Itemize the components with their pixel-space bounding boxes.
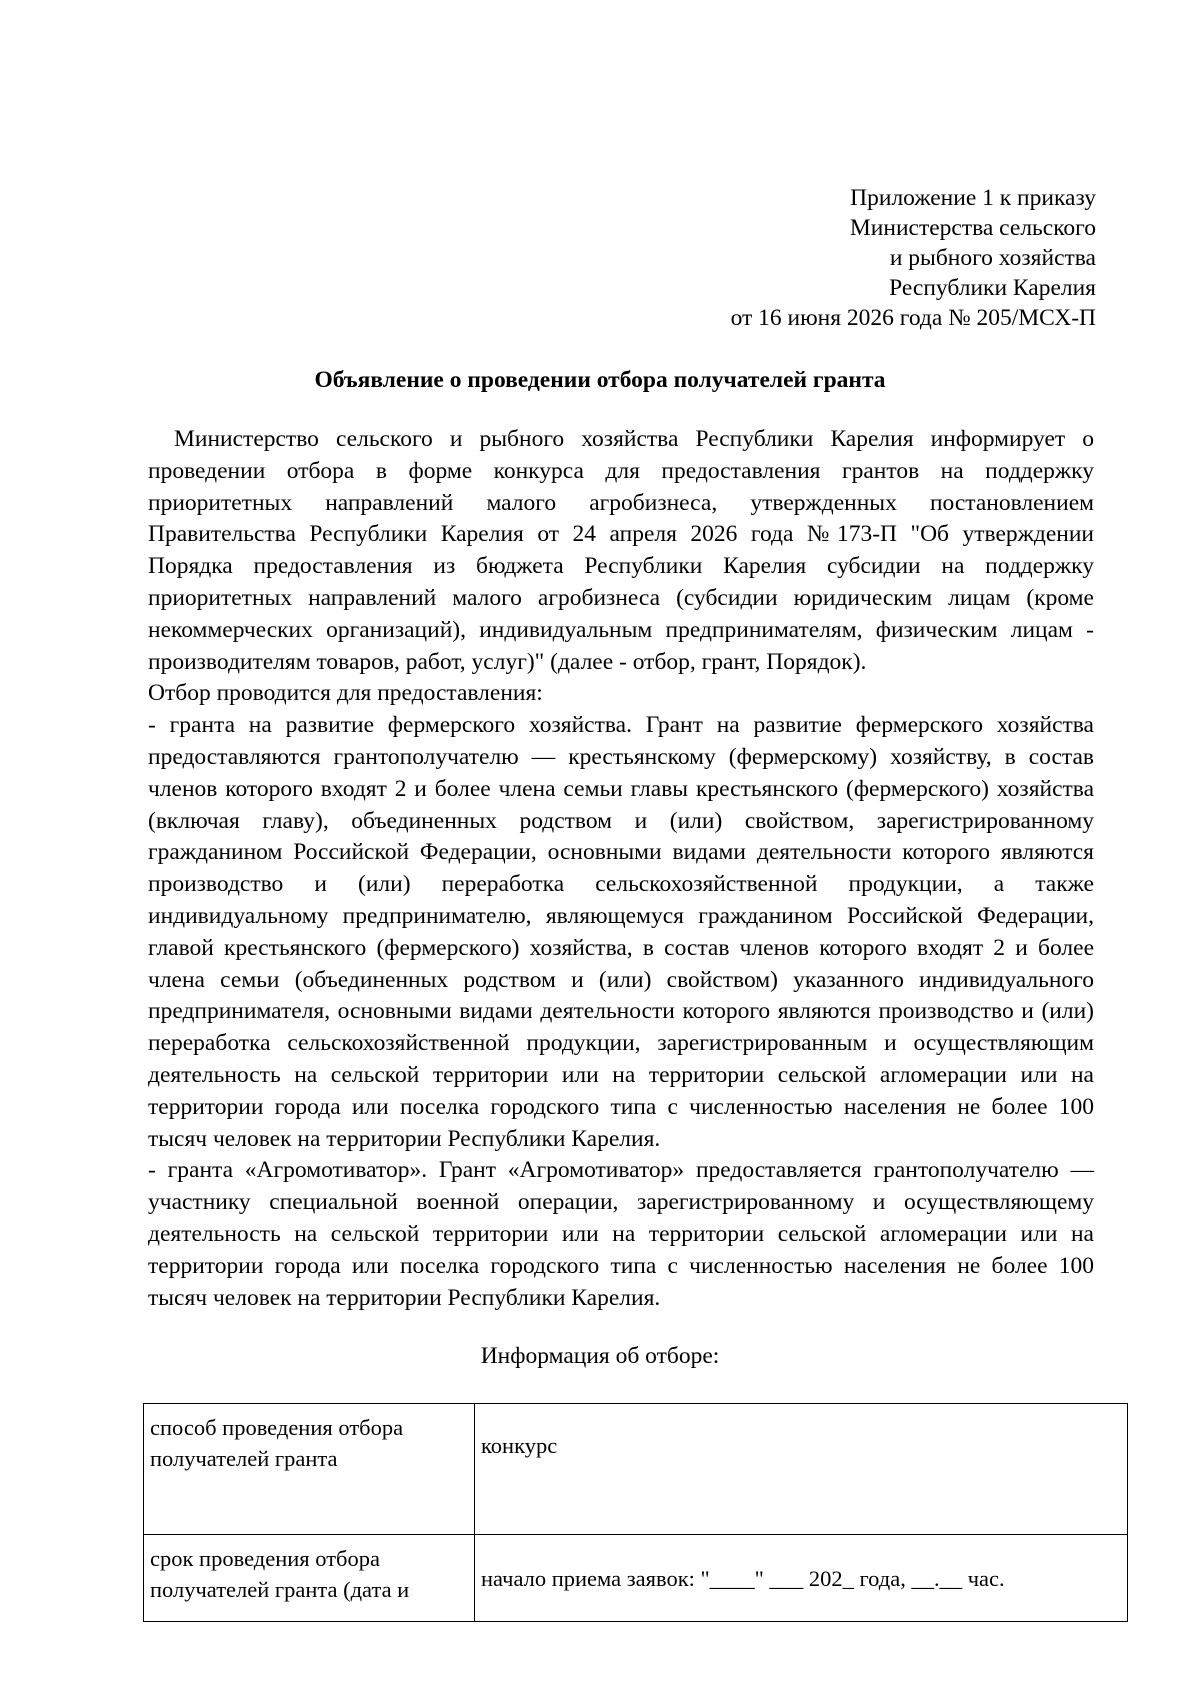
table-row — [144, 1535, 1128, 1622]
selection-info-table — [143, 1403, 1128, 1622]
intro-paragraph: Министерство сельского и рыбного хозяйства Республики Карелия информирует о проведении отбора в форме конкурса для предоставления грантов на поддержку приоритетных направлений малого агробизнеса, утвержденных постановлением Правительства Республики Карелия от 24 апреля 2026 года №173-П "Об утверждении Порядка предоставления из бюджета Республики Карелия субсидии на поддержку приоритетных направлений малого агробизнеса (субсидии юридическим лицам (кроме некоммерческих организаций), индивидуальным предпринимателям, физическим лицам - производителям товаров, работ, услуг)" (далее - отбор, грант, Порядок). — [148, 426, 1094, 675]
header-line: Министерства сельского — [849, 215, 1096, 241]
paragraph: - гранта «Агромотиватор». Грант «Агромотиватор» предоставляется грантополучателю — участнику специальной военной операции, зарегистрированному и осуществляющему деятельность на сельской территории или на территории сельской агломерации или на территории города или поселка городского типа с численностью населения не более 100 тысяч человек на территории Республики Карелия. — [148, 1157, 1094, 1311]
document-title: Объявление о проведении отбора получателей гранта — [314, 367, 886, 393]
table-cell-value: конкурс — [475, 1404, 1128, 1535]
header-line: от 16 июня 2026 года № 205/МСХ-П — [730, 305, 1096, 331]
paragraph: Отбор проводится для предоставления: — [148, 680, 543, 707]
document-body — [148, 424, 1094, 1314]
table-row — [144, 1404, 1128, 1535]
table-cell-label: срок проведения отбора получателей гранта (дата и — [144, 1535, 475, 1622]
table-caption: Информация об отборе: — [480, 1343, 720, 1369]
header-line: Республики Карелия — [889, 275, 1096, 301]
order-appendix-header — [731, 183, 1096, 333]
table-cell-label: способ проведения отбора получателей гранта — [144, 1404, 475, 1535]
table-cell-value: начало приема заявок: "____" ___ 202_ года, __.__ час. — [475, 1535, 1128, 1622]
header-line: Приложение 1 к приказу — [850, 185, 1096, 211]
header-line: и рыбного хозяйства — [889, 245, 1096, 271]
paragraph: - гранта на развитие фермерского хозяйства. Грант на развитие фермерского хозяйства предоставляются грантополучателю — крестьянскому (фермерскому) хозяйству, в состав членов которого входят 2 и более члена семьи главы крестьянского (фермерского) хозяйства (включая главу), объединенных родством и (или) свойством, зарегистрированному гражданином Российской Федерации, основными видами деятельности которого являются производство и (или) переработка сельскохозяйственной продукции, а также индивидуальному предпринимателю, являющемуся гражданином Российской Федерации, главой крестьянского (фермерского) хозяйства, в состав членов которого входят 2 и более члена семьи (объединенных родством и (или) свойством) указанного индивидуального предпринимателя, основными видами деятельности которого являются производство и (или) переработка сельскохозяйственной продукции, зарегистрированным и осуществляющим деятельность на сельской территории или на территории сельской агломерации или на территории города или поселка городского типа с численностью населения не более 100 тысяч человек на территории Республики Карелия. — [148, 712, 1094, 1152]
